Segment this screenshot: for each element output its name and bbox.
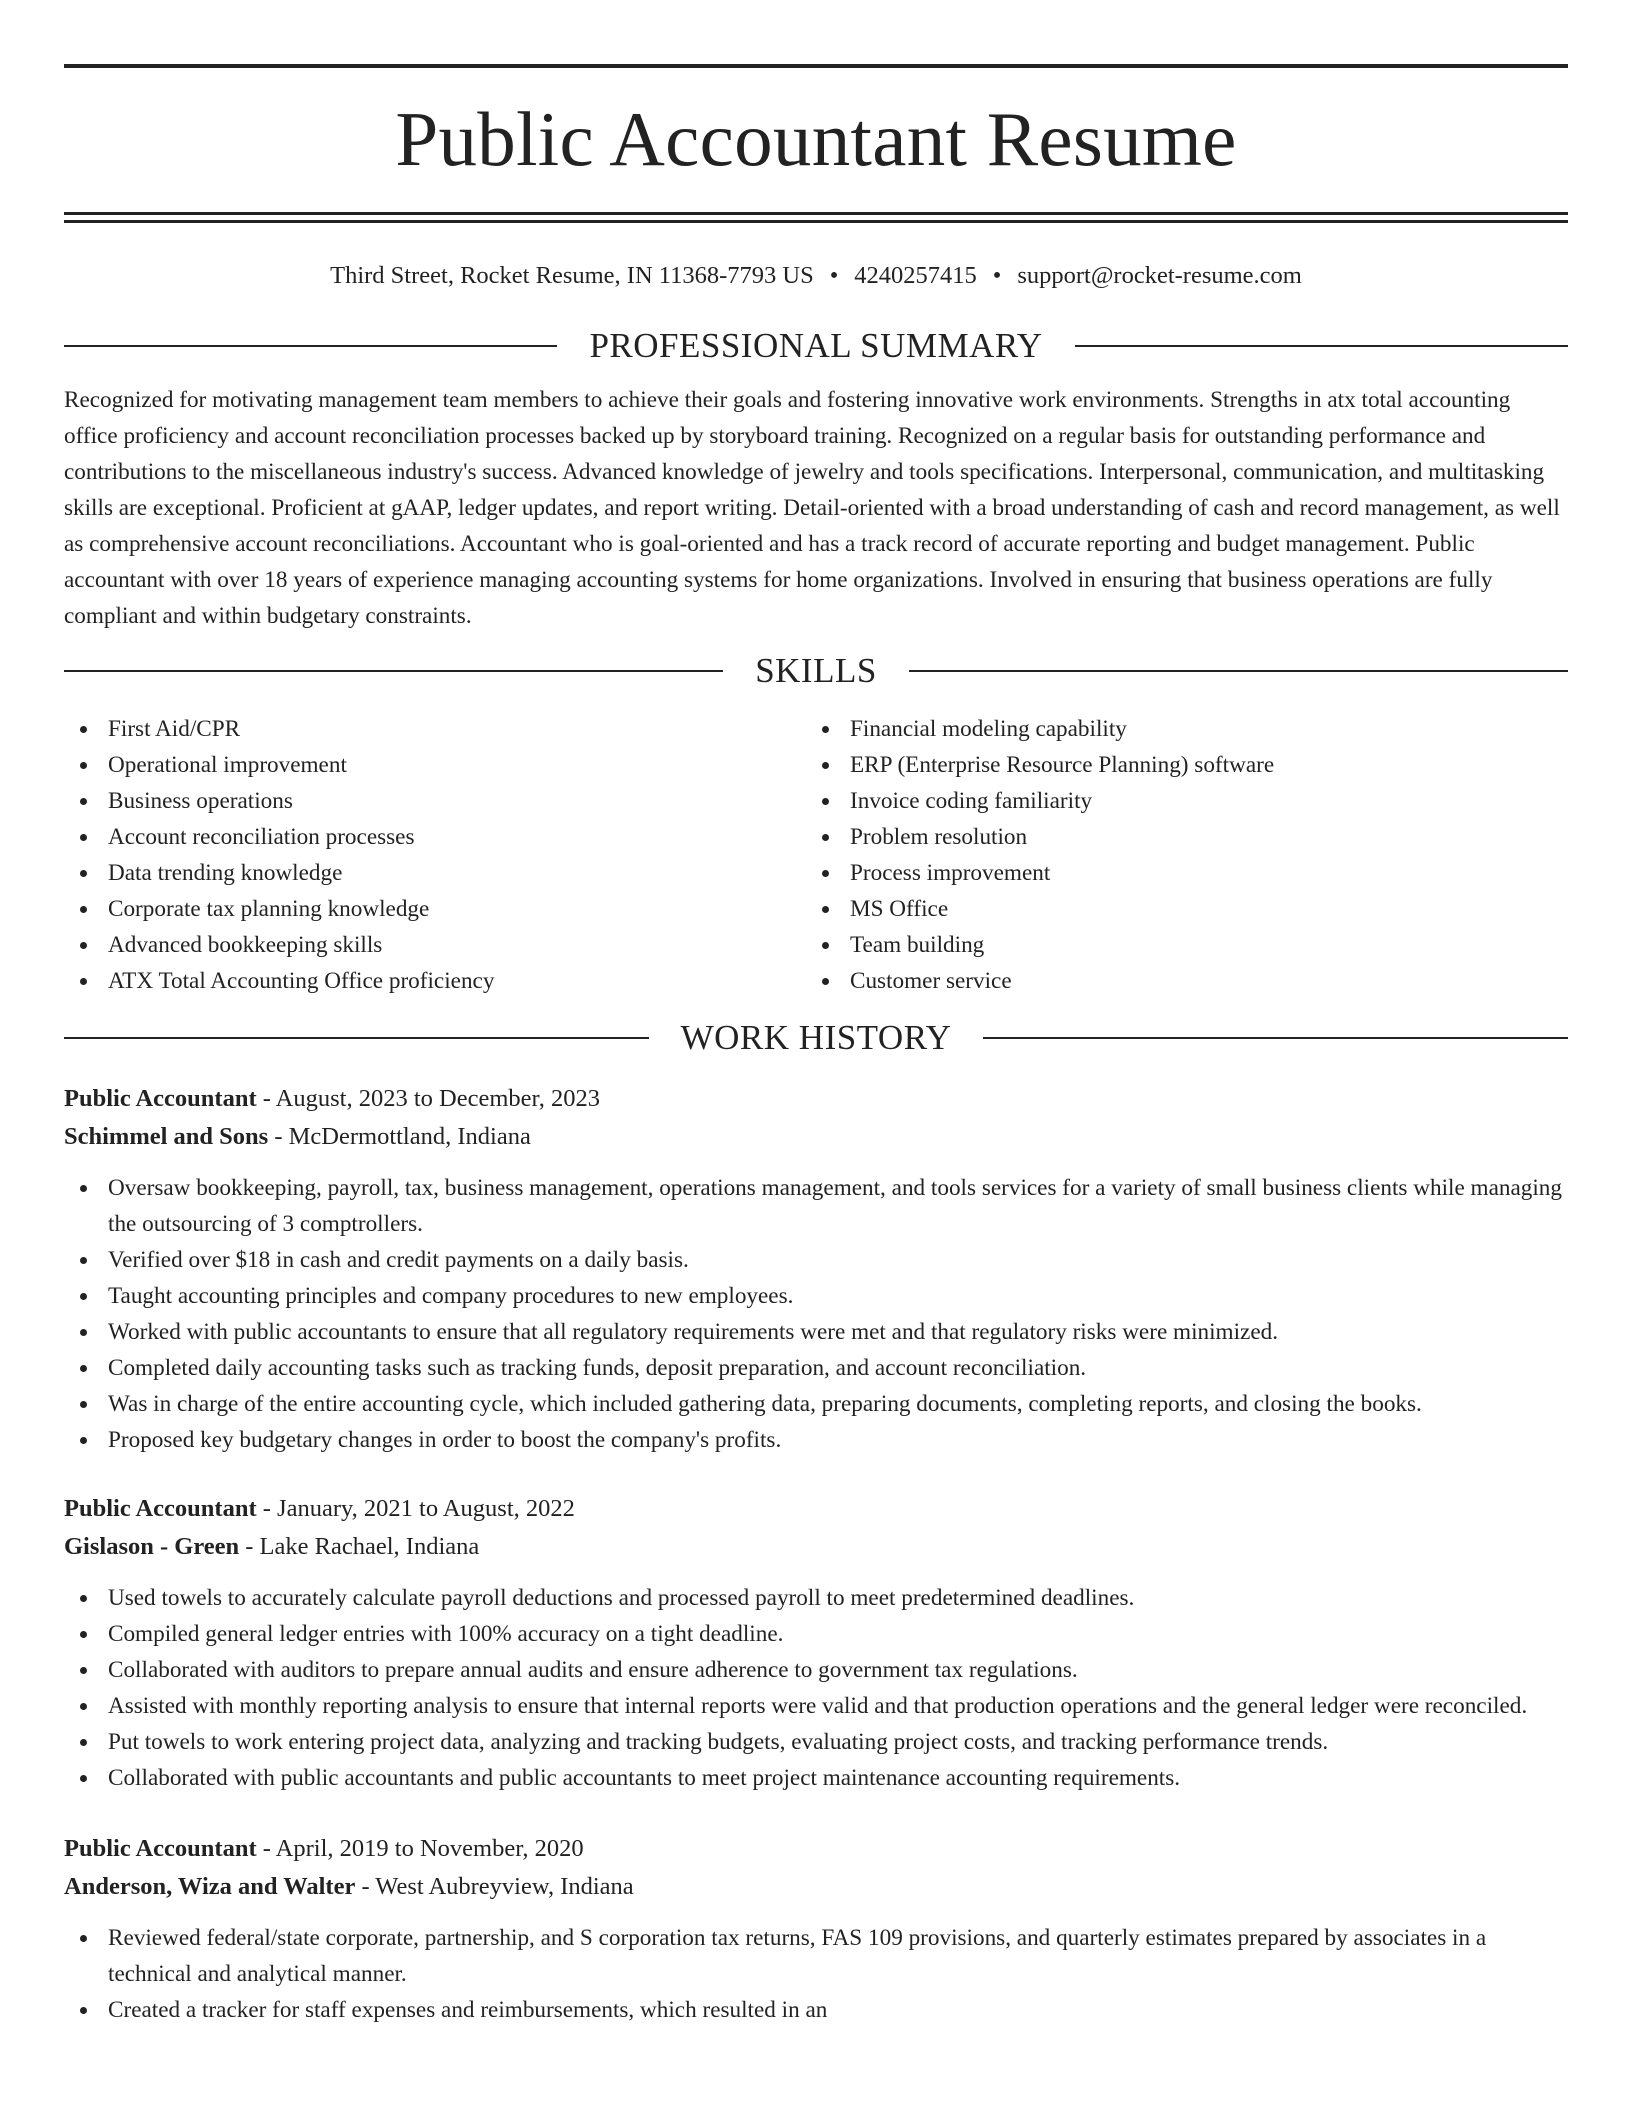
- contact-separator: •: [829, 262, 839, 289]
- resume-page: [64, 0, 1568, 2028]
- skill-item: Problem resolution: [806, 819, 1548, 855]
- skills-heading-label: SKILLS: [755, 651, 877, 690]
- skill-item: Team building: [806, 927, 1548, 963]
- job-bullet: Put towels to work entering project data, analyzing and tracking budgets, evaluating project costs, and tracking performance trends.: [64, 1724, 1568, 1760]
- job-title-line: [64, 1080, 1568, 1118]
- skill-item: Process improvement: [806, 855, 1548, 891]
- job-bullet: Completed daily accounting tasks such as tracking funds, deposit preparation, and account reconciliation.: [64, 1350, 1568, 1386]
- skill-item: Corporate tax planning knowledge: [64, 891, 806, 927]
- resume-title: Public Accountant Resume: [395, 96, 1237, 182]
- job-title-line: [64, 1830, 1568, 1868]
- job-bullet: Compiled general ledger entries with 100% accuracy on a tight deadline.: [64, 1616, 1568, 1652]
- skill-item: Operational improvement: [64, 747, 806, 783]
- summary-heading-label: PROFESSIONAL SUMMARY: [589, 326, 1043, 365]
- heading-rule: [64, 345, 557, 347]
- job-company: Anderson, Wiza and Walter: [64, 1873, 356, 1900]
- job-location: - Lake Rachael, Indiana: [245, 1533, 480, 1560]
- heading-rule: [909, 670, 1568, 672]
- job-location: - McDermottland, Indiana: [274, 1123, 531, 1150]
- heading-rule: [64, 1037, 649, 1039]
- skill-item: ERP (Enterprise Resource Planning) software: [806, 747, 1548, 783]
- job-company-line: [64, 1868, 1568, 1906]
- job-bullets: [64, 1580, 1568, 1796]
- skill-item: Advanced bookkeeping skills: [64, 927, 806, 963]
- job-bullet: Verified over $18 in cash and credit payments on a daily basis.: [64, 1242, 1568, 1278]
- skills-list-left: [64, 711, 806, 999]
- heading-rule: [1075, 345, 1568, 347]
- contact-phone: 4240257415: [854, 262, 977, 289]
- heading-rule: [983, 1037, 1568, 1039]
- skill-item: Financial modeling capability: [806, 711, 1548, 747]
- skill-item: MS Office: [806, 891, 1548, 927]
- title-double-rule: [64, 212, 1568, 223]
- job-bullet: Collaborated with auditors to prepare annual audits and ensure adherence to government tax regulations.: [64, 1652, 1568, 1688]
- job-dates: - August, 2023 to December, 2023: [262, 1085, 600, 1112]
- contact-separator: •: [992, 262, 1002, 289]
- job-location: - West Aubreyview, Indiana: [361, 1873, 634, 1900]
- work-section-heading: [64, 1018, 1568, 1058]
- summary-text: Recognized for motivating management team members to achieve their goals and fostering innovative work environments. Strengths in atx total accounting office proficiency and account reconciliation processes backed up by storyboard training. Recognized on a regular basis for outstanding performance and contributions to the miscellaneous industry's success. Advanced knowledge of jewelry and tools specifications. Interpersonal, communication, and multitasking skills are exceptional. Proficient at gAAP, ledger updates, and report writing. Detail-oriented with a broad understanding of cash and record management, as well as comprehensive account reconciliations. Accountant who is goal-oriented and has a track record of accurate reporting and budget management. Public accountant with over 18 years of experience managing accounting systems for home organizations. Involved in ensuring that business operations are fully compliant and within budgetary constraints.: [64, 387, 1560, 629]
- job-bullet: Worked with public accountants to ensure that all regulatory requirements were met and that regulatory risks were minimized.: [64, 1314, 1568, 1350]
- job-entry: [64, 1080, 1568, 1458]
- job-company-line: [64, 1528, 1568, 1566]
- heading-rule: [64, 670, 723, 672]
- skill-item: Business operations: [64, 783, 806, 819]
- skill-item: Invoice coding familiarity: [806, 783, 1548, 819]
- job-entry: [64, 1830, 1568, 2028]
- work-heading-label: WORK HISTORY: [680, 1018, 952, 1057]
- skill-item: Account reconciliation processes: [64, 819, 806, 855]
- job-company: Schimmel and Sons: [64, 1123, 269, 1150]
- top-rule: [64, 64, 1568, 68]
- contact-email: support@rocket-resume.com: [1017, 262, 1302, 289]
- job-dates: - January, 2021 to August, 2022: [262, 1495, 575, 1522]
- skills-section-heading: [64, 651, 1568, 691]
- contact-address: Third Street, Rocket Resume, IN 11368-7793 US: [330, 262, 814, 289]
- summary-section-heading: [64, 326, 1568, 366]
- job-company: Gislason - Green: [64, 1533, 240, 1560]
- job-title: Public Accountant: [64, 1835, 257, 1862]
- contact-line: [64, 260, 1568, 292]
- job-bullet: Oversaw bookkeeping, payroll, tax, business management, operations management, and tools services for a variety of small business clients while managing the outsourcing of 3 comptrollers.: [64, 1170, 1568, 1242]
- job-bullets: [64, 1170, 1568, 1458]
- job-bullet: Reviewed federal/state corporate, partnership, and S corporation tax returns, FAS 109 provisions, and quarterly estimates prepared by associates in a technical and analytical manner.: [64, 1920, 1568, 1992]
- job-bullets: [64, 1920, 1568, 2028]
- job-entry: [64, 1490, 1568, 1796]
- skill-item: First Aid/CPR: [64, 711, 806, 747]
- job-bullet: Assisted with monthly reporting analysis to ensure that internal reports were valid and that production operations and the general ledger were reconciled.: [64, 1688, 1568, 1724]
- job-company-line: [64, 1118, 1568, 1156]
- job-bullet: Used towels to accurately calculate payroll deductions and processed payroll to meet predetermined deadlines.: [64, 1580, 1568, 1616]
- job-bullet: Was in charge of the entire accounting cycle, which included gathering data, preparing documents, completing reports, and closing the books.: [64, 1386, 1568, 1422]
- skills-list-right: [806, 711, 1548, 999]
- job-bullet: Collaborated with public accountants and public accountants to meet project maintenance accounting requirements.: [64, 1760, 1568, 1796]
- skill-item: ATX Total Accounting Office proficiency: [64, 963, 806, 999]
- job-dates: - April, 2019 to November, 2020: [262, 1835, 584, 1862]
- job-title: Public Accountant: [64, 1085, 257, 1112]
- skill-item: Data trending knowledge: [64, 855, 806, 891]
- skill-item: Customer service: [806, 963, 1548, 999]
- job-title: Public Accountant: [64, 1495, 257, 1522]
- job-bullet: Proposed key budgetary changes in order to boost the company's profits.: [64, 1422, 1568, 1458]
- job-bullet: Created a tracker for staff expenses and reimbursements, which resulted in an: [64, 1992, 1568, 2028]
- skills-columns: [64, 711, 1568, 999]
- job-bullet: Taught accounting principles and company procedures to new employees.: [64, 1278, 1568, 1314]
- job-title-line: [64, 1490, 1568, 1528]
